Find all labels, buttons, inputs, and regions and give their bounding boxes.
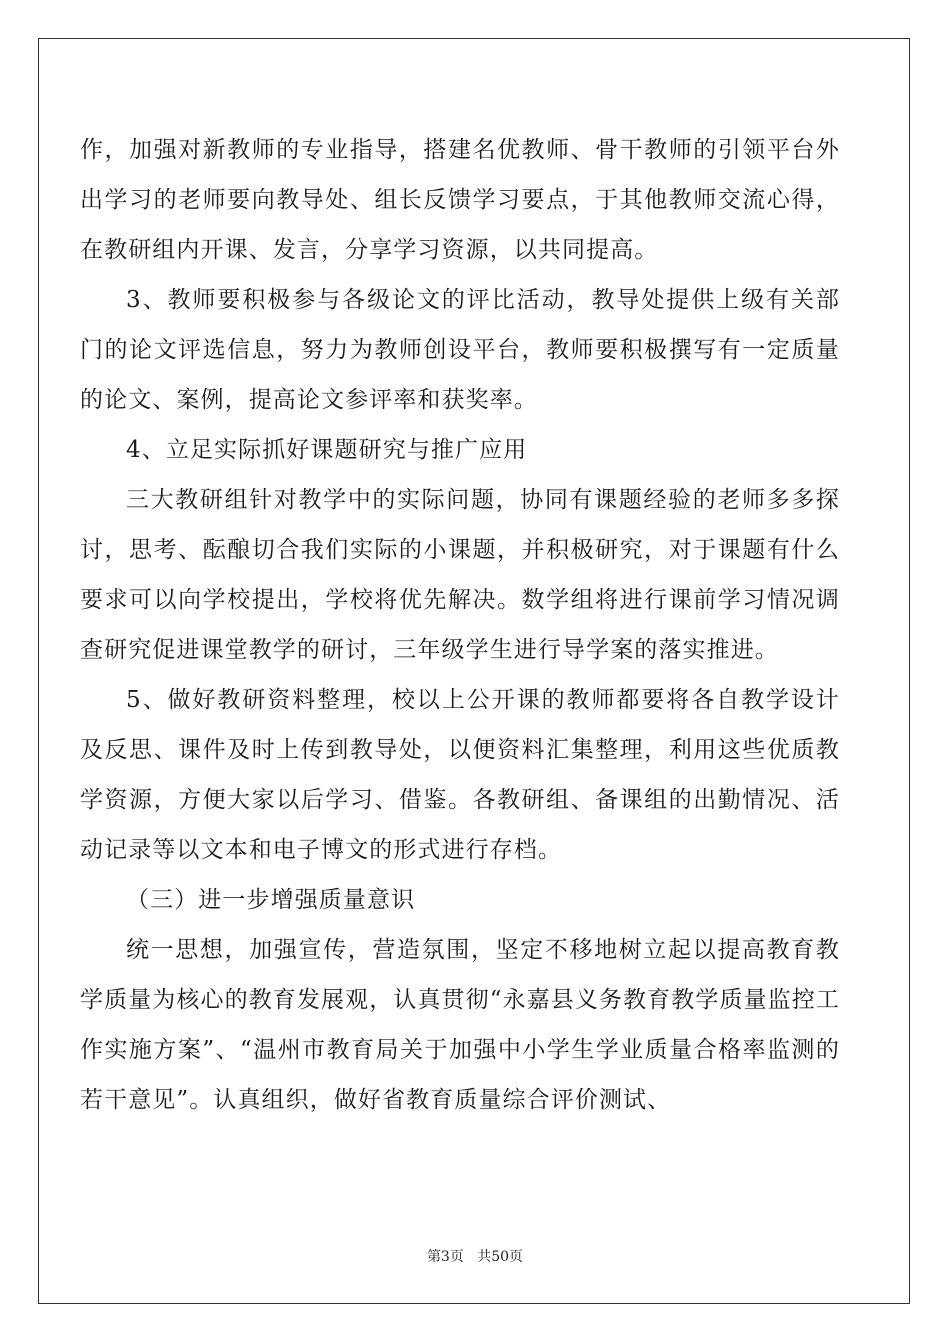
paragraph-5: 5、做好教研资料整理，校以上公开课的教师都要将各自教学设计及反思、课件及时上传到教导处，以便资料汇集整理，利用这些优质教学资源，方便大家以后学习、借鉴。各教研组、备课组的出勤情况、活动记录等以文本和电子博文的形式进行存档。 — [80, 687, 840, 863]
paragraph-4: 三大教研组针对教学中的实际问题，协同有课题经验的老师多多探讨，思考、酝酿切合我们实际的小课题，并积极研究，对于课题有什么要求可以向学校提出，学校将优先解决。数学组将进行课前学习情况调查研究促进课堂教学的研讨，三年级学生进行导学案的落实推进。 — [80, 487, 840, 663]
page-number: 第3页 — [426, 1249, 464, 1265]
paragraph-7: 统一思想，加强宣传，营造氛围，坚定不移地树立起以提高教育教学质量为核心的教育发展观，认真贯彻“永嘉县义务教育教学质量监控工作实施方案”、“温州市教育局关于加强中小学生学业质量合格率监测的若干意见”。认真组织，做好省教育质量综合评价测试、 — [80, 937, 840, 1113]
section-heading: （三）进一步增强质量意识 — [126, 887, 416, 913]
document-body — [80, 125, 840, 1125]
paragraph-1: 作，加强对新教师的专业指导，搭建名优教师、骨干教师的引领平台外出学习的老师要向教导处、组长反馈学习要点，于其他教师交流心得，在教研组内开课、发言，分享学习资源，以共同提高。 — [80, 137, 840, 263]
paragraph-3-heading: 4、立足实际抓好课题研究与推广应用 — [126, 437, 528, 463]
page-total: 共50页 — [477, 1249, 524, 1265]
page-footer — [0, 1246, 950, 1266]
paragraph-2: 3、教师要积极参与各级论文的评比活动，教导处提供上级有关部门的论文评选信息，努力为教师创设平台，教师要积极撰写有一定质量的论文、案例，提高论文参评率和获奖率。 — [80, 287, 840, 413]
